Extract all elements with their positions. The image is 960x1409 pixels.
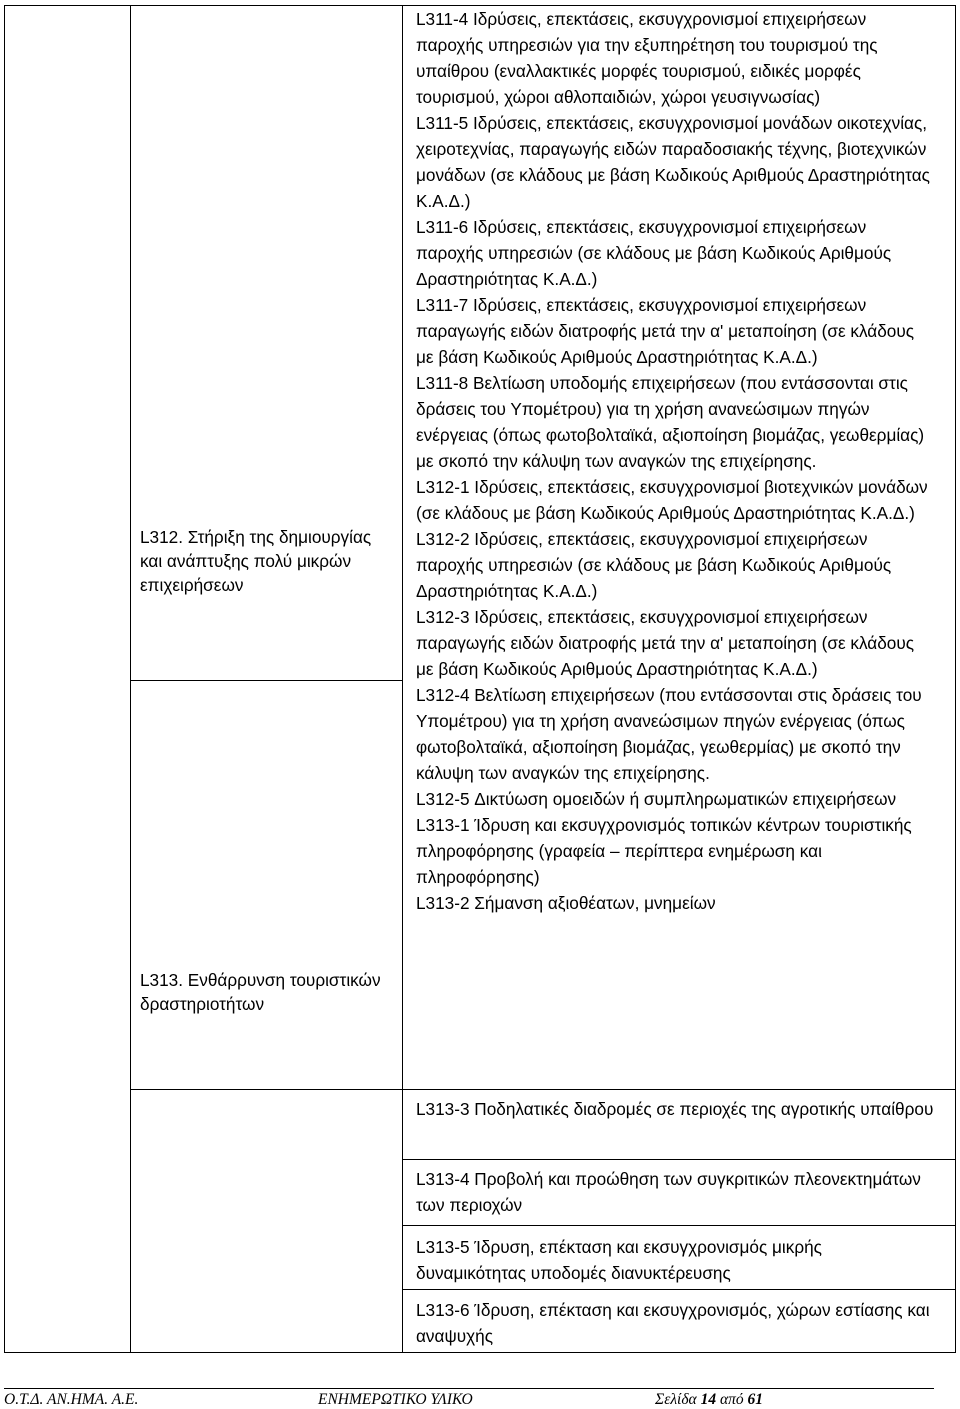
- footer-doc-type: ΕΝΗΜΕΡΩΤΙΚΟ ΥΛΙΚΟ: [318, 1391, 473, 1408]
- action-item: L312-3 Ιδρύσεις, επεκτάσεις, εκσυγχρονισμοί επιχειρήσεων παραγωγής ειδών διατροφής μετά την α' μεταποίηση (σε κλάδους με βάση Κωδικούς Αριθμούς Δραστηριότητας Κ.Α.Δ.): [416, 607, 915, 679]
- measure-l313-title: L313. Ενθάρρυνση τουριστικών δραστηριοτήτων: [140, 970, 381, 1014]
- action-item: L312-5 Δικτύωση ομοειδών ή συμπληρωματικών επιχειρήσεων: [416, 789, 897, 809]
- measure-l312-title: L312. Στήριξη της δημιουργίας και ανάπτυξης πολύ μικρών επιχειρήσεων: [140, 527, 372, 595]
- action-item: L313-2 Σήμανση αξιοθέατων, μνημείων: [416, 893, 716, 913]
- measure-divider: [131, 1089, 403, 1090]
- action-item: L312-1 Ιδρύσεις, επεκτάσεις, εκσυγχρονισμοί βιοτεχνικών μονάδων (σε κλάδους με βάση Κωδικούς Αριθμούς Δραστηριότητας Κ.Α.Δ.): [416, 477, 928, 523]
- action-item: L311-7 Ιδρύσεις, επεκτάσεις, εκσυγχρονισμοί επιχειρήσεων παραγωγής ειδών διατροφής μετά την α' μεταποίηση (σε κλάδους με βάση Κωδικούς Αριθμούς Δραστηριότητας Κ.Α.Δ.): [416, 295, 915, 367]
- row-divider: [403, 1289, 956, 1290]
- footer-page-number: [655, 1391, 763, 1409]
- page-prefix: Σελίδα: [655, 1391, 697, 1408]
- page-total: 61: [747, 1391, 763, 1408]
- action-item: L311-8 Βελτίωση υποδομής επιχειρήσεων (που εντάσσονται στις δράσεις του Υπομέτρου) για τη χρήση ανανεώσιμων πηγών ενέργειας (όπως φωτοβολταϊκά, αξιοποίηση βιομάζας, γεωθερμίας) με σκοπό την κάλυψη των αναγκών της επιχείρησης.: [416, 373, 925, 471]
- table-column-left: [4, 5, 131, 1353]
- actions-list: [416, 6, 936, 916]
- row-divider: [403, 1089, 956, 1090]
- footer-rule: [4, 1388, 934, 1389]
- action-item: L311-4 Ιδρύσεις, επεκτάσεις, εκσυγχρονισμοί επιχειρήσεων παροχής υπηρεσιών για την εξυπηρέτηση του τουρισμού της υπαίθρου (εναλλακτικές μορφές τουρισμού, ειδικές μορφές τουρισμού, χώροι αθλοπαιδιών, χώροι γευσιγνωσίας): [416, 9, 878, 107]
- action-l313-6: L313-6 Ίδρυση, επέκταση και εκσυγχρονισμός, χώρων εστίασης και αναψυχής: [416, 1300, 930, 1346]
- row-divider: [403, 1225, 956, 1226]
- table-column-measures: [131, 5, 403, 1353]
- footer-org: Ο.Τ.Δ. ΑΝ.ΗΜΑ. Α.Ε.: [4, 1391, 139, 1408]
- measure-divider: [131, 680, 403, 681]
- page-sep: από: [719, 1391, 744, 1408]
- action-item: L313-1 Ίδρυση και εκσυγχρονισμός τοπικών κέντρων τουριστικής πληροφόρησης (γραφεία – περίπτερα ενημέρωση και πληροφόρησης): [416, 815, 912, 887]
- action-l313-4: L313-4 Προβολή και προώθηση των συγκριτικών πλεονεκτημάτων των περιοχών: [416, 1169, 921, 1215]
- action-item: L312-2 Ιδρύσεις, επεκτάσεις, εκσυγχρονισμοί επιχειρήσεων παροχής υπηρεσιών (σε κλάδους με βάση Κωδικούς Αριθμούς Δραστηριότητας Κ.Α.Δ.): [416, 529, 892, 601]
- action-item: L312-4 Βελτίωση επιχειρήσεων (που εντάσσονται στις δράσεις του Υπομέτρου) για τη χρήση ανανεώσιμων πηγών ενέργειας (όπως φωτοβολταϊκά, αξιοποίηση βιομάζας, γεωθερμίας) με σκοπό την κάλυψη των αναγκών της επιχείρησης.: [416, 685, 922, 783]
- page-current: 14: [700, 1391, 717, 1408]
- action-item: L311-6 Ιδρύσεις, επεκτάσεις, εκσυγχρονισμοί επιχειρήσεων παροχής υπηρεσιών (σε κλάδους με βάση Κωδικούς Αριθμούς Δραστηριότητας Κ.Α.Δ.): [416, 217, 892, 289]
- row-divider: [403, 1159, 956, 1160]
- action-l313-5: L313-5 Ίδρυση, επέκταση και εκσυγχρονισμός μικρής δυναμικότητας υποδομές διανυκτέρευσης: [416, 1237, 822, 1283]
- action-l313-3: L313-3 Ποδηλατικές διαδρομές σε περιοχές της αγροτικής υπαίθρου: [416, 1099, 934, 1119]
- action-item: L311-5 Ιδρύσεις, επεκτάσεις, εκσυγχρονισμοί μονάδων οικοτεχνίας, χειροτεχνίας, παραγωγής ειδών παραδοσιακής τέχνης, βιοτεχνικών μονάδων (σε κλάδους με βάση Κωδικούς Αριθμούς Δραστηριότητας Κ.Α.Δ.): [416, 113, 930, 211]
